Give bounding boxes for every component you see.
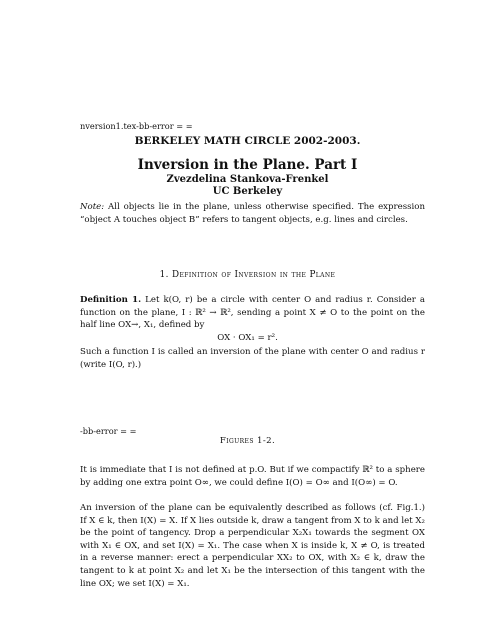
figures-caption: Figures 1-2.: [219, 436, 276, 446]
circle-heading: BERKELEY MATH CIRCLE 2002-2003.: [134, 135, 361, 147]
compactification-paragraph: It is immediate that I is not defined at p.O. But if we compactify ℝ² to a sphere by adding one extra point O∞, we could define I(O) = O∞ and I(O∞) = O.: [80, 465, 425, 488]
note-label: Note:: [80, 202, 105, 212]
tex-error-mid: -bb-error = =: [80, 426, 137, 436]
author-affiliation: UC Berkeley: [212, 186, 283, 197]
section-heading: 1. Definition of Inversion in the Plane: [159, 270, 336, 280]
note-text: All objects lie in the plane, unless otherwise specified. The expression “object A touches object B” refers to tangent objects, e.g. lines and circles.: [80, 202, 425, 225]
author-name: Zvezdelina Stankova-Frenkel: [166, 174, 329, 185]
note-paragraph: [80, 201, 425, 226]
definition-conclusion: Such a function I is called an inversion of the plane with center O and radius r (write I(O, r).): [80, 347, 425, 370]
definition-formula: OX · OX₁ = r².: [217, 333, 278, 343]
tex-error-top: nversion1.tex-bb-error = =: [80, 121, 193, 131]
definition-text: Let k(O, r) be a circle with center O and radius r. Consider a function on the plane, I : ℝ² → ℝ², sending a point X ≠ O to the point on the half line OX→, X₁, defined by: [80, 295, 425, 331]
definition-label: Definition 1.: [80, 295, 142, 305]
equivalent-description-paragraph: An inversion of the plane can be equivalently described as follows (cf. Fig.1.) If X ∈ k, then I(X) = X. If X lies outside k, draw a tangent from X to k and let X₂ be the point of tangency. Drop a perpendicular X₂X₁ towards the segment OX with X₁ ∈ OX, and set I(X) = X₁. The case when X is inside k, X ≠ O, is treated in a reverse manner: erect a perpendicular XX₂ to OX, with X₂ ∈ k, draw the tangent to k at point X₂ and let X₁ be the intersection of this tangent with the line OX; we set I(X) = X₁.: [80, 503, 425, 589]
page-title: Inversion in the Plane. Part I: [137, 157, 358, 173]
definition-paragraph: [80, 294, 425, 332]
